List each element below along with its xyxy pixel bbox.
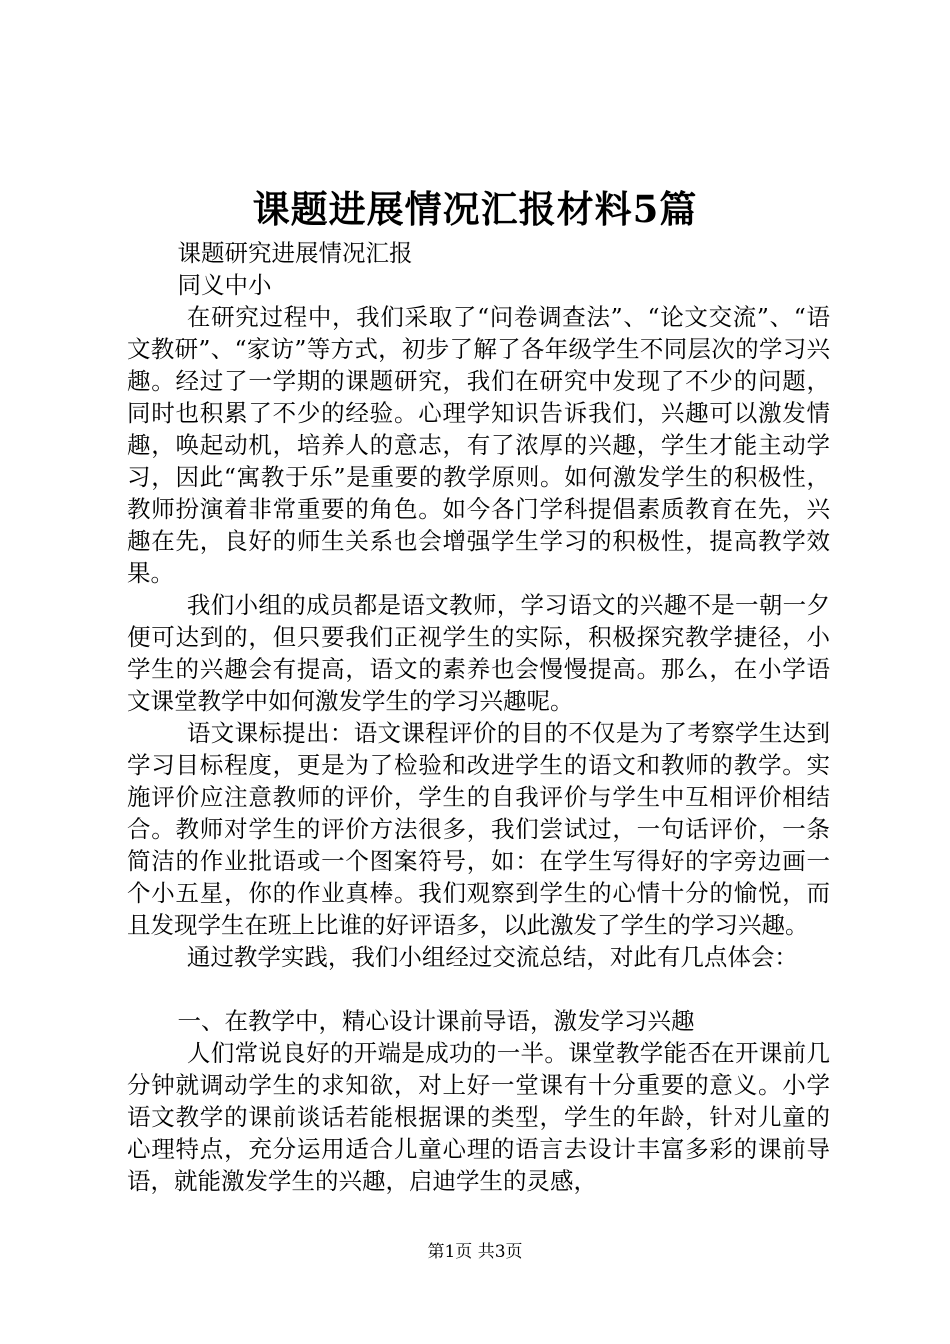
document-title: 课题进展情况汇报材料5篇 (252, 187, 698, 231)
report-subtitle: 课题研究进展情况汇报 (177, 239, 413, 267)
school-name: 同义中小 (177, 271, 272, 299)
body-paragraph: 通过教学实践，我们小组经过交流总结，对此有几点体会： (186, 943, 798, 971)
section-heading: 一、在教学中，精心设计课前导语，激发学习兴趣 (177, 1007, 695, 1035)
body-paragraph: 人们常说良好的开端是成功的一半。课堂教学能否在开课前几分钟就调动学生的求知欲，对上好一堂课有十分重要的意义。小学语文教学的课前谈话若能根据课的类型，学生的年龄，针对儿童的心理特点，充分运用适合儿童心理的语言去设计丰富多彩的课前导语，就能激发学生的兴趣，启迪学生的灵感， (127, 1039, 830, 1195)
body-paragraph: 语文课标提出：语文课程评价的目的不仅是为了考察学生达到学习目标程度，更是为了检验和改进学生的语文和教师的教学。实施评价应注意教师的评价，学生的自我评价与学生中互相评价相结合。教师对学生的评价方法很多，我们尝试过，一句话评价，一条简洁的作业批语或一个图案符号，如：在学生写得好的字旁边画一个小五星，你的作业真棒。我们观察到学生的心情十分的愉悦，而且发现学生在班上比谁的好评语多，以此激发了学生的学习兴趣。 (127, 719, 830, 939)
body-paragraph: 我们小组的成员都是语文教师，学习语文的兴趣不是一朝一夕便可达到的，但只要我们正视学生的实际，积极探究教学捷径，小学生的兴趣会有提高，语文的素养也会慢慢提高。那么，在小学语文课堂教学中如何激发学生的学习兴趣呢。 (127, 591, 830, 715)
page-indicator: 第1页 共3页 (427, 1242, 523, 1262)
blank-line (127, 973, 830, 1005)
body-paragraph: 在研究过程中，我们采取了“问卷调查法”、“论文交流”、“语文教研”、“家访”等方式，初步了解了各年级学生不同层次的学习兴趣。经过了一学期的课题研究，我们在研究中发现了不少的问题，同时也积累了不少的经验。心理学知识告诉我们，兴趣可以激发情趣，唤起动机，培养人的意志，有了浓厚的兴趣，学生才能主动学习，因此“寓教于乐”是重要的教学原则。如何激发学生的积极性，教师扮演着非常重要的角色。如今各门学科提倡素质教育在先，兴趣在先，良好的师生关系也会增强学生学习的积极性，提高教学效果。 (127, 303, 830, 587)
document-body (127, 237, 830, 1197)
